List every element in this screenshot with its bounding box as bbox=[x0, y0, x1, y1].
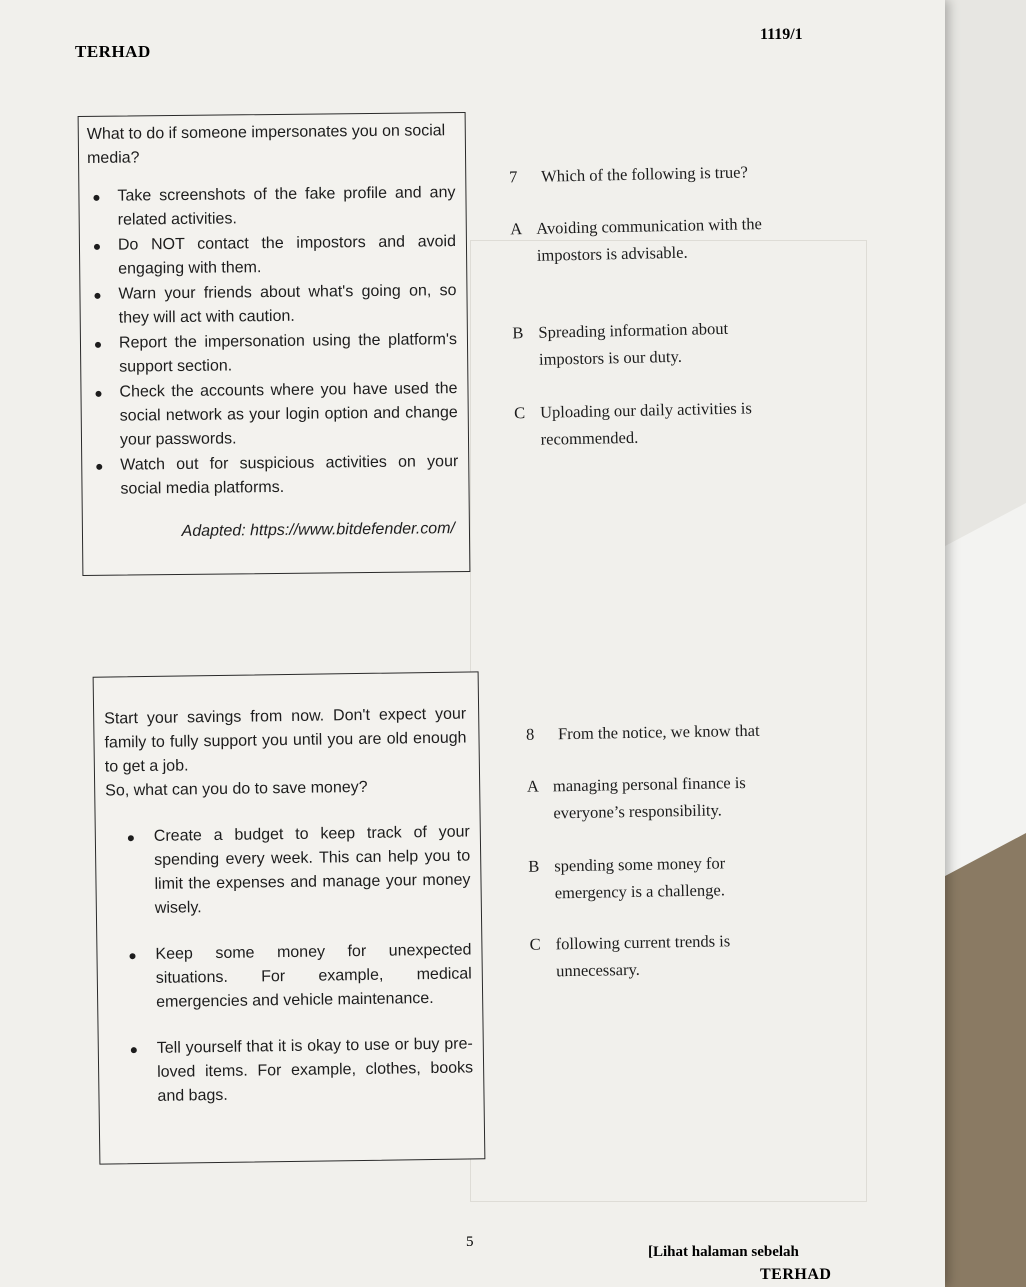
question-8 bbox=[526, 715, 850, 981]
option-text: spending some money for emergency is a challenge. bbox=[554, 853, 726, 903]
option-text: Spreading information about impostors is our duty. bbox=[538, 318, 729, 369]
option-b[interactable] bbox=[528, 848, 828, 903]
option-text: Uploading our daily activities is recommended. bbox=[539, 398, 752, 449]
passage-title: What to do if someone impersonates you on social media? bbox=[86, 122, 446, 167]
list-item: Check the accounts where you have used the social network as your login option and change your passwords. bbox=[119, 377, 458, 453]
option-c[interactable] bbox=[529, 926, 829, 981]
question-number: 8 bbox=[525, 724, 535, 744]
list-item: Report the impersonation using the platform's support section. bbox=[119, 328, 457, 380]
option-letter: C bbox=[513, 403, 526, 423]
passage-bullet-list bbox=[79, 181, 468, 502]
page-number: 5 bbox=[466, 1234, 474, 1250]
list-item: Keep some money for unexpected situations. For example, medical emergencies and vehicle maintenance. bbox=[155, 938, 472, 1014]
option-text: following current trends is unnecessary. bbox=[555, 931, 731, 981]
header-paper-code: 1119/1 bbox=[760, 26, 803, 43]
header-classification: TERHAD bbox=[75, 42, 151, 61]
option-text: managing personal finance is everyone’s responsibility. bbox=[552, 772, 746, 823]
option-b[interactable] bbox=[512, 313, 812, 369]
list-item: Warn your friends about what's going on, so they will act with caution. bbox=[118, 279, 456, 331]
option-letter: A bbox=[510, 219, 523, 239]
list-item: Watch out for suspicious activities on your social media platforms. bbox=[120, 450, 458, 502]
question-stem: Which of the following is true? bbox=[540, 162, 748, 186]
option-letter: A bbox=[526, 776, 539, 796]
list-item: Take screenshots of the fake profile and any related activities. bbox=[117, 181, 455, 233]
option-letter: B bbox=[528, 856, 540, 876]
passage-intro: Start your savings from now. Don't expect your family to fully support you until you are old enough to get a job. bbox=[104, 705, 467, 776]
option-text: Avoiding communication with the impostors is advisable. bbox=[536, 214, 763, 265]
footer-classification: TERHAD bbox=[760, 1266, 832, 1283]
question-number: 7 bbox=[508, 167, 518, 187]
option-a[interactable] bbox=[526, 768, 827, 823]
option-c[interactable] bbox=[513, 393, 814, 449]
option-a[interactable] bbox=[510, 209, 810, 265]
next-page-note: [Lihat halaman sebelah bbox=[648, 1244, 799, 1260]
list-item: Do NOT contact the impostors and avoid engaging with them. bbox=[118, 230, 456, 282]
passage-source: Adapted: https://www.bitdefender.com/ bbox=[181, 520, 456, 540]
passage-savings bbox=[93, 671, 486, 1164]
option-letter: C bbox=[529, 934, 541, 954]
option-letter: B bbox=[512, 323, 524, 343]
list-item: Create a budget to keep track of your spending every week. This can help you to limit the expenses and manage your money wisely. bbox=[154, 820, 471, 920]
passage-question: So, what can you do to save money? bbox=[105, 778, 368, 800]
question-stem: From the notice, we know that bbox=[557, 720, 760, 744]
passage-bullet-list bbox=[96, 820, 484, 1109]
passage-impersonation bbox=[78, 112, 471, 576]
question-7 bbox=[509, 157, 835, 464]
list-item: Tell yourself that it is okay to use or buy pre-loved items. For example, clothes, books and bags. bbox=[157, 1032, 474, 1108]
